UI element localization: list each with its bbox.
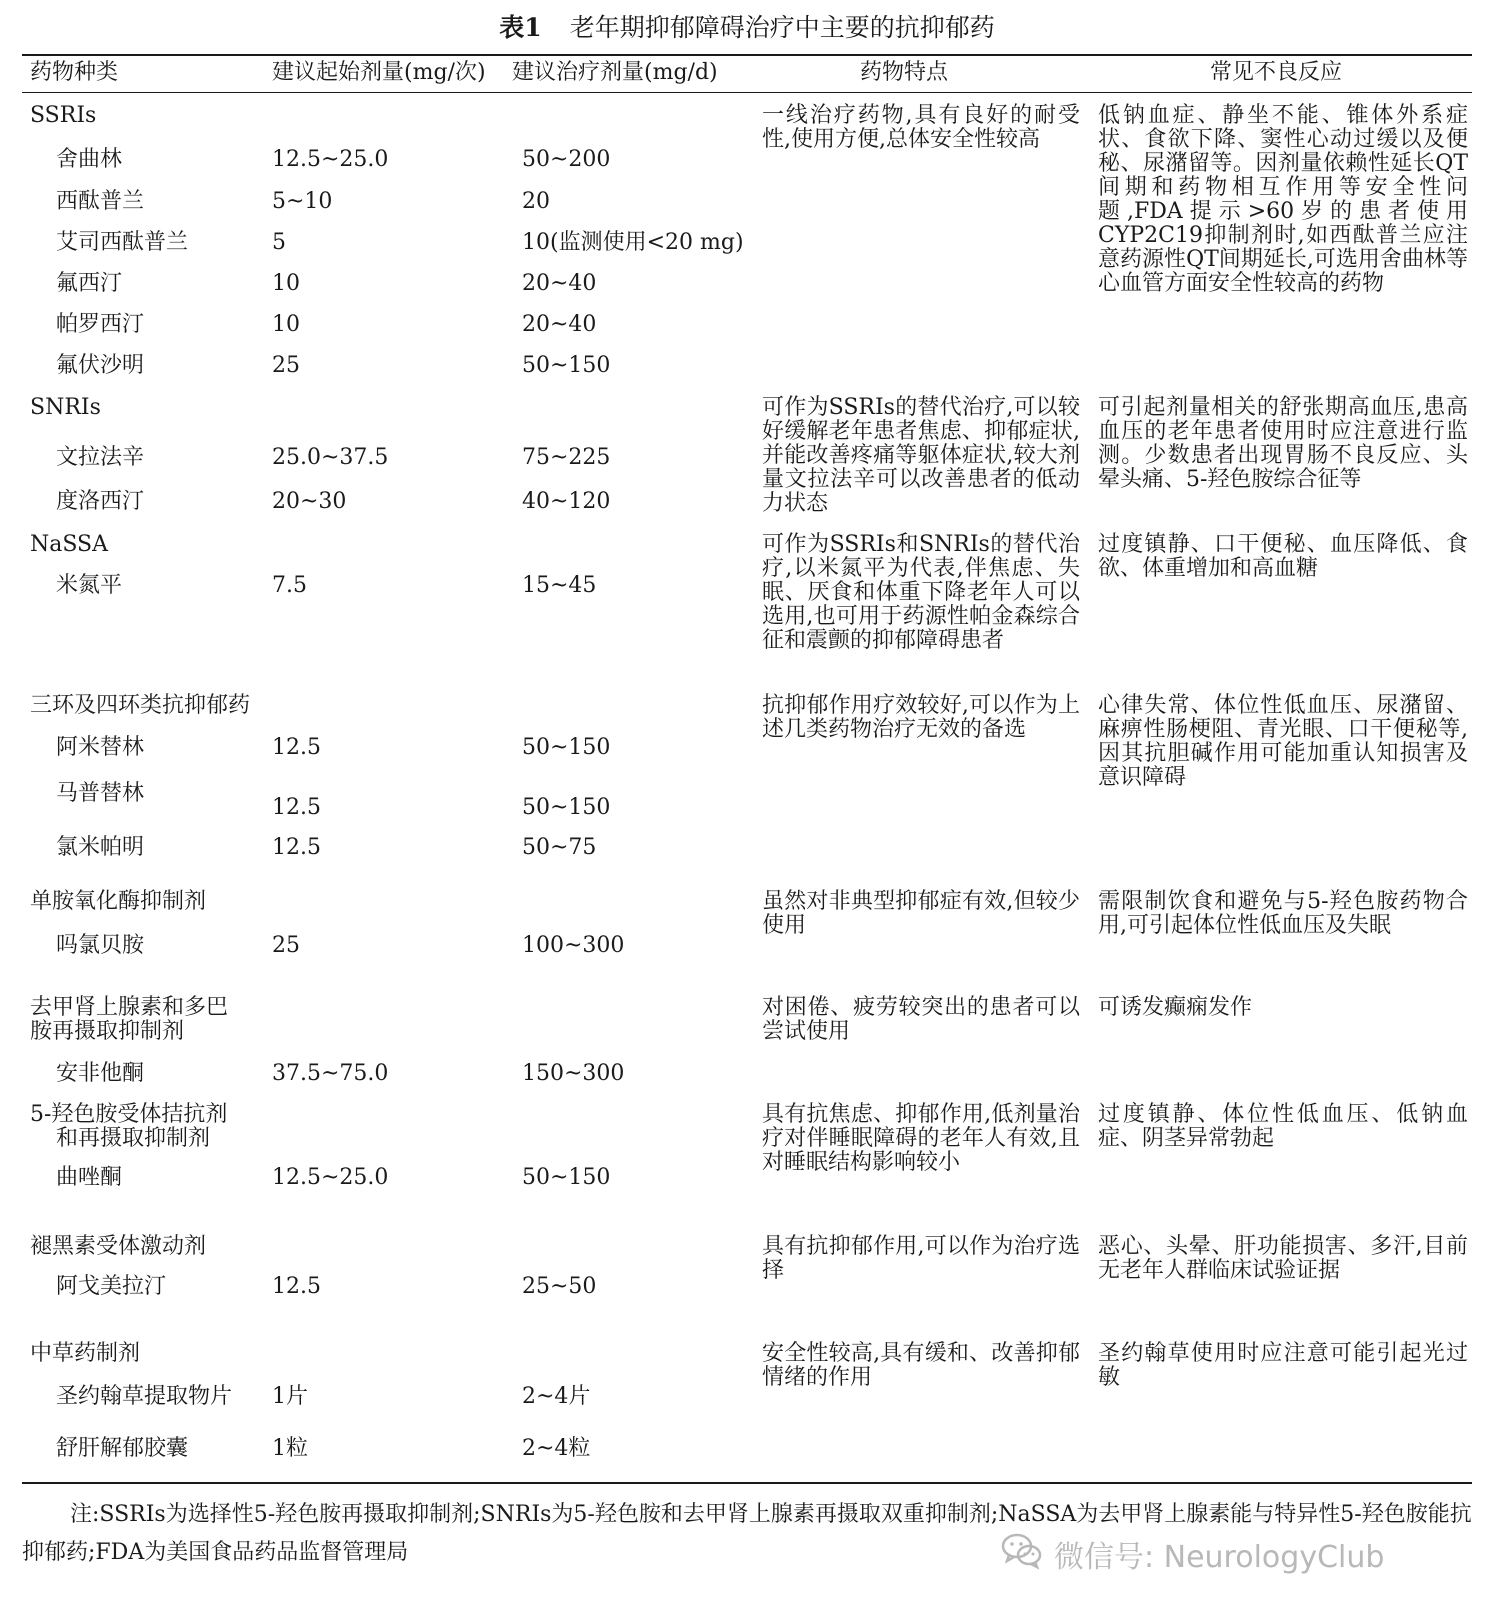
group-adverse: 低钠血症、静坐不能、锥体外系症状、食欲下降、窦性心动过缓以及便秘、尿潴留等。因剂量依赖性延长QT间期和药物相互作用等安全性问题,FDA提示>60岁的患者使用CYP2C19抑制剂时,如西酞普兰应注意药源性QT间期延长,可选用舍曲林等心血管方面安全性较高的药物: [1098, 103, 1468, 296]
header-treatment-dose: 建议治疗剂量(mg/d): [512, 60, 718, 85]
drug-start-dose: 25: [272, 933, 300, 958]
group-adverse: 恶心、头晕、肝功能损害、多汗,目前无老年人群临床试验证据: [1098, 1234, 1468, 1283]
drug-start-dose: 1粒: [272, 1436, 308, 1461]
bottom-rule: [22, 1482, 1472, 1484]
header-adverse: 常见不良反应: [1210, 60, 1343, 85]
group-adverse: 可诱发癫痫发作: [1098, 995, 1253, 1020]
drug-treatment-dose: 15~45: [522, 573, 597, 598]
drug-start-dose: 10: [272, 271, 300, 296]
table-number: 表1: [499, 13, 542, 42]
drug-start-dose: 5~10: [272, 189, 333, 214]
group-name: 褪黑素受体激动剂: [30, 1234, 207, 1259]
drug-name: 曲唑酮: [56, 1165, 123, 1190]
drug-start-dose: 12.5~25.0: [272, 1165, 389, 1190]
drug-start-dose: 12.5: [272, 835, 321, 860]
group-features: 具有抗焦虑、抑郁作用,低剂量治疗对伴睡眠障碍的老年人有效,且对睡眠结构影响较小: [762, 1102, 1080, 1175]
drug-treatment-dose: 75~225: [522, 445, 611, 470]
wechat-icon: [1000, 1530, 1044, 1578]
drug-start-dose: 5: [272, 230, 286, 255]
drug-name: 度洛西汀: [56, 489, 145, 514]
group-features: 可作为SSRIs和SNRIs的替代治疗,以米氮平为代表,伴焦虑、失眠、厌食和体重下降老年人可以选用,也可用于药源性帕金森综合征和震颤的抑郁障碍患者: [762, 532, 1080, 653]
drug-treatment-dose: 20~40: [522, 271, 597, 296]
drug-treatment-dose: 10(监测使用<20 mg): [522, 230, 744, 255]
group-name: SNRIs: [30, 395, 101, 420]
drug-start-dose: 12.5: [272, 795, 321, 820]
drug-start-dose: 20~30: [272, 489, 347, 514]
table-title-text: 老年期抑郁障碍治疗中主要的抗抑郁药: [569, 13, 995, 42]
drug-treatment-dose: 25~50: [522, 1274, 597, 1299]
header-features: 药物特点: [860, 60, 949, 85]
group-name-line: 去甲肾上腺素和多巴: [30, 995, 229, 1020]
header-drug-class: 药物种类: [30, 60, 119, 85]
table-note: 注:SSRIs为选择性5-羟色胺再摄取抑制剂;SNRIs为5-羟色胺和去甲肾上腺素再摄取双重抑制剂;NaSSA为去甲肾上腺素能与特异性5-羟色胺能抗抑郁药;FDA为美国食品药品监督管理局: [22, 1502, 1472, 1565]
drug-name: 西酞普兰: [56, 189, 145, 214]
drug-treatment-dose: 100~300: [522, 933, 625, 958]
watermark-text: 微信号: NeurologyClub: [1054, 1540, 1385, 1575]
drug-start-dose: 37.5~75.0: [272, 1061, 389, 1086]
group-features: 对困倦、疲劳较突出的患者可以尝试使用: [762, 995, 1080, 1044]
group-features: 具有抗抑郁作用,可以作为治疗选择: [762, 1234, 1080, 1283]
group-name: 中草药制剂: [30, 1341, 141, 1366]
group-features: 安全性较高,具有缓和、改善抑郁情绪的作用: [762, 1341, 1080, 1390]
drug-treatment-dose: 2~4片: [522, 1384, 591, 1409]
group-name: NaSSA: [30, 532, 109, 557]
drug-name: 帕罗西汀: [56, 312, 145, 337]
table-title: [0, 8, 1494, 48]
drug-treatment-dose: 50~150: [522, 795, 611, 820]
drug-name: 氟伏沙明: [56, 353, 145, 378]
drug-treatment-dose: 50~200: [522, 147, 611, 172]
drug-treatment-dose: 2~4粒: [522, 1436, 591, 1461]
drug-treatment-dose: 150~300: [522, 1061, 625, 1086]
drug-start-dose: 1片: [272, 1384, 308, 1409]
header-start-dose: 建议起始剂量(mg/次): [272, 60, 486, 85]
group-adverse: 过度镇静、口干便秘、血压降低、食欲、体重增加和高血糖: [1098, 532, 1468, 581]
drug-name: 安非他酮: [56, 1061, 145, 1086]
drug-name: 米氮平: [56, 573, 123, 598]
drug-start-dose: 12.5~25.0: [272, 147, 389, 172]
group-features: 一线治疗药物,具有良好的耐受性,使用方便,总体安全性较高: [762, 103, 1080, 152]
group-features: 抗抑郁作用疗效较好,可以作为上述几类药物治疗无效的备选: [762, 693, 1080, 742]
group-features: 虽然对非典型抑郁症有效,但较少使用: [762, 889, 1080, 938]
group-name-line: 5-羟色胺受体拮抗剂: [30, 1102, 228, 1127]
drug-treatment-dose: 20: [522, 189, 550, 214]
top-rule: [22, 54, 1472, 56]
drug-start-dose: 10: [272, 312, 300, 337]
drug-treatment-dose: 50~150: [522, 735, 611, 760]
drug-name: 氟西汀: [56, 271, 123, 296]
drug-name: 马普替林: [56, 781, 145, 806]
drug-treatment-dose: 40~120: [522, 489, 611, 514]
drug-name: 阿戈美拉汀: [56, 1274, 167, 1299]
drug-treatment-dose: 50~150: [522, 353, 611, 378]
drug-start-dose: 25.0~37.5: [272, 445, 389, 470]
group-adverse: 心律失常、体位性低血压、尿潴留、麻痹性肠梗阻、青光眼、口干便秘等,因其抗胆碱作用可能加重认知损害及意识障碍: [1098, 693, 1468, 790]
group-name-line: 和再摄取抑制剂: [56, 1126, 211, 1151]
group-name-line: 胺再摄取抑制剂: [30, 1019, 185, 1044]
drug-name: 舍曲林: [56, 147, 123, 172]
drug-treatment-dose: 50~150: [522, 1165, 611, 1190]
drug-name: 氯米帕明: [56, 835, 145, 860]
drug-name: 阿米替林: [56, 735, 145, 760]
header-rule: [22, 92, 1472, 93]
group-adverse: 需限制饮食和避免与5-羟色胺药物合用,可引起体位性低血压及失眠: [1098, 889, 1468, 938]
group-adverse: 过度镇静、体位性低血压、低钠血症、阴茎异常勃起: [1098, 1102, 1468, 1151]
group-adverse: 可引起剂量相关的舒张期高血压,患高血压的老年患者使用时应注意进行监测。少数患者出现胃肠不良反应、头晕头痛、5-羟色胺综合征等: [1098, 395, 1468, 492]
watermark: [1000, 1532, 1470, 1576]
group-features: 可作为SSRIs的替代治疗,可以较好缓解老年患者焦虑、抑郁症状,并能改善疼痛等躯体症状,较大剂量文拉法辛可以改善患者的低动力状态: [762, 395, 1080, 516]
drug-name: 圣约翰草提取物片: [56, 1384, 233, 1409]
group-name: 单胺氧化酶抑制剂: [30, 889, 207, 914]
drug-start-dose: 12.5: [272, 1274, 321, 1299]
drug-name: 艾司西酞普兰: [56, 230, 189, 255]
drug-name: 舒肝解郁胶囊: [56, 1436, 189, 1461]
drug-treatment-dose: 20~40: [522, 312, 597, 337]
drug-name: 文拉法辛: [56, 445, 145, 470]
drug-name: 吗氯贝胺: [56, 933, 145, 958]
drug-start-dose: 25: [272, 353, 300, 378]
group-adverse: 圣约翰草使用时应注意可能引起光过敏: [1098, 1341, 1468, 1390]
drug-start-dose: 7.5: [272, 573, 307, 598]
drug-treatment-dose: 50~75: [522, 835, 597, 860]
group-name: SSRIs: [30, 103, 97, 128]
group-name: 三环及四环类抗抑郁药: [30, 693, 251, 718]
drug-start-dose: 12.5: [272, 735, 321, 760]
